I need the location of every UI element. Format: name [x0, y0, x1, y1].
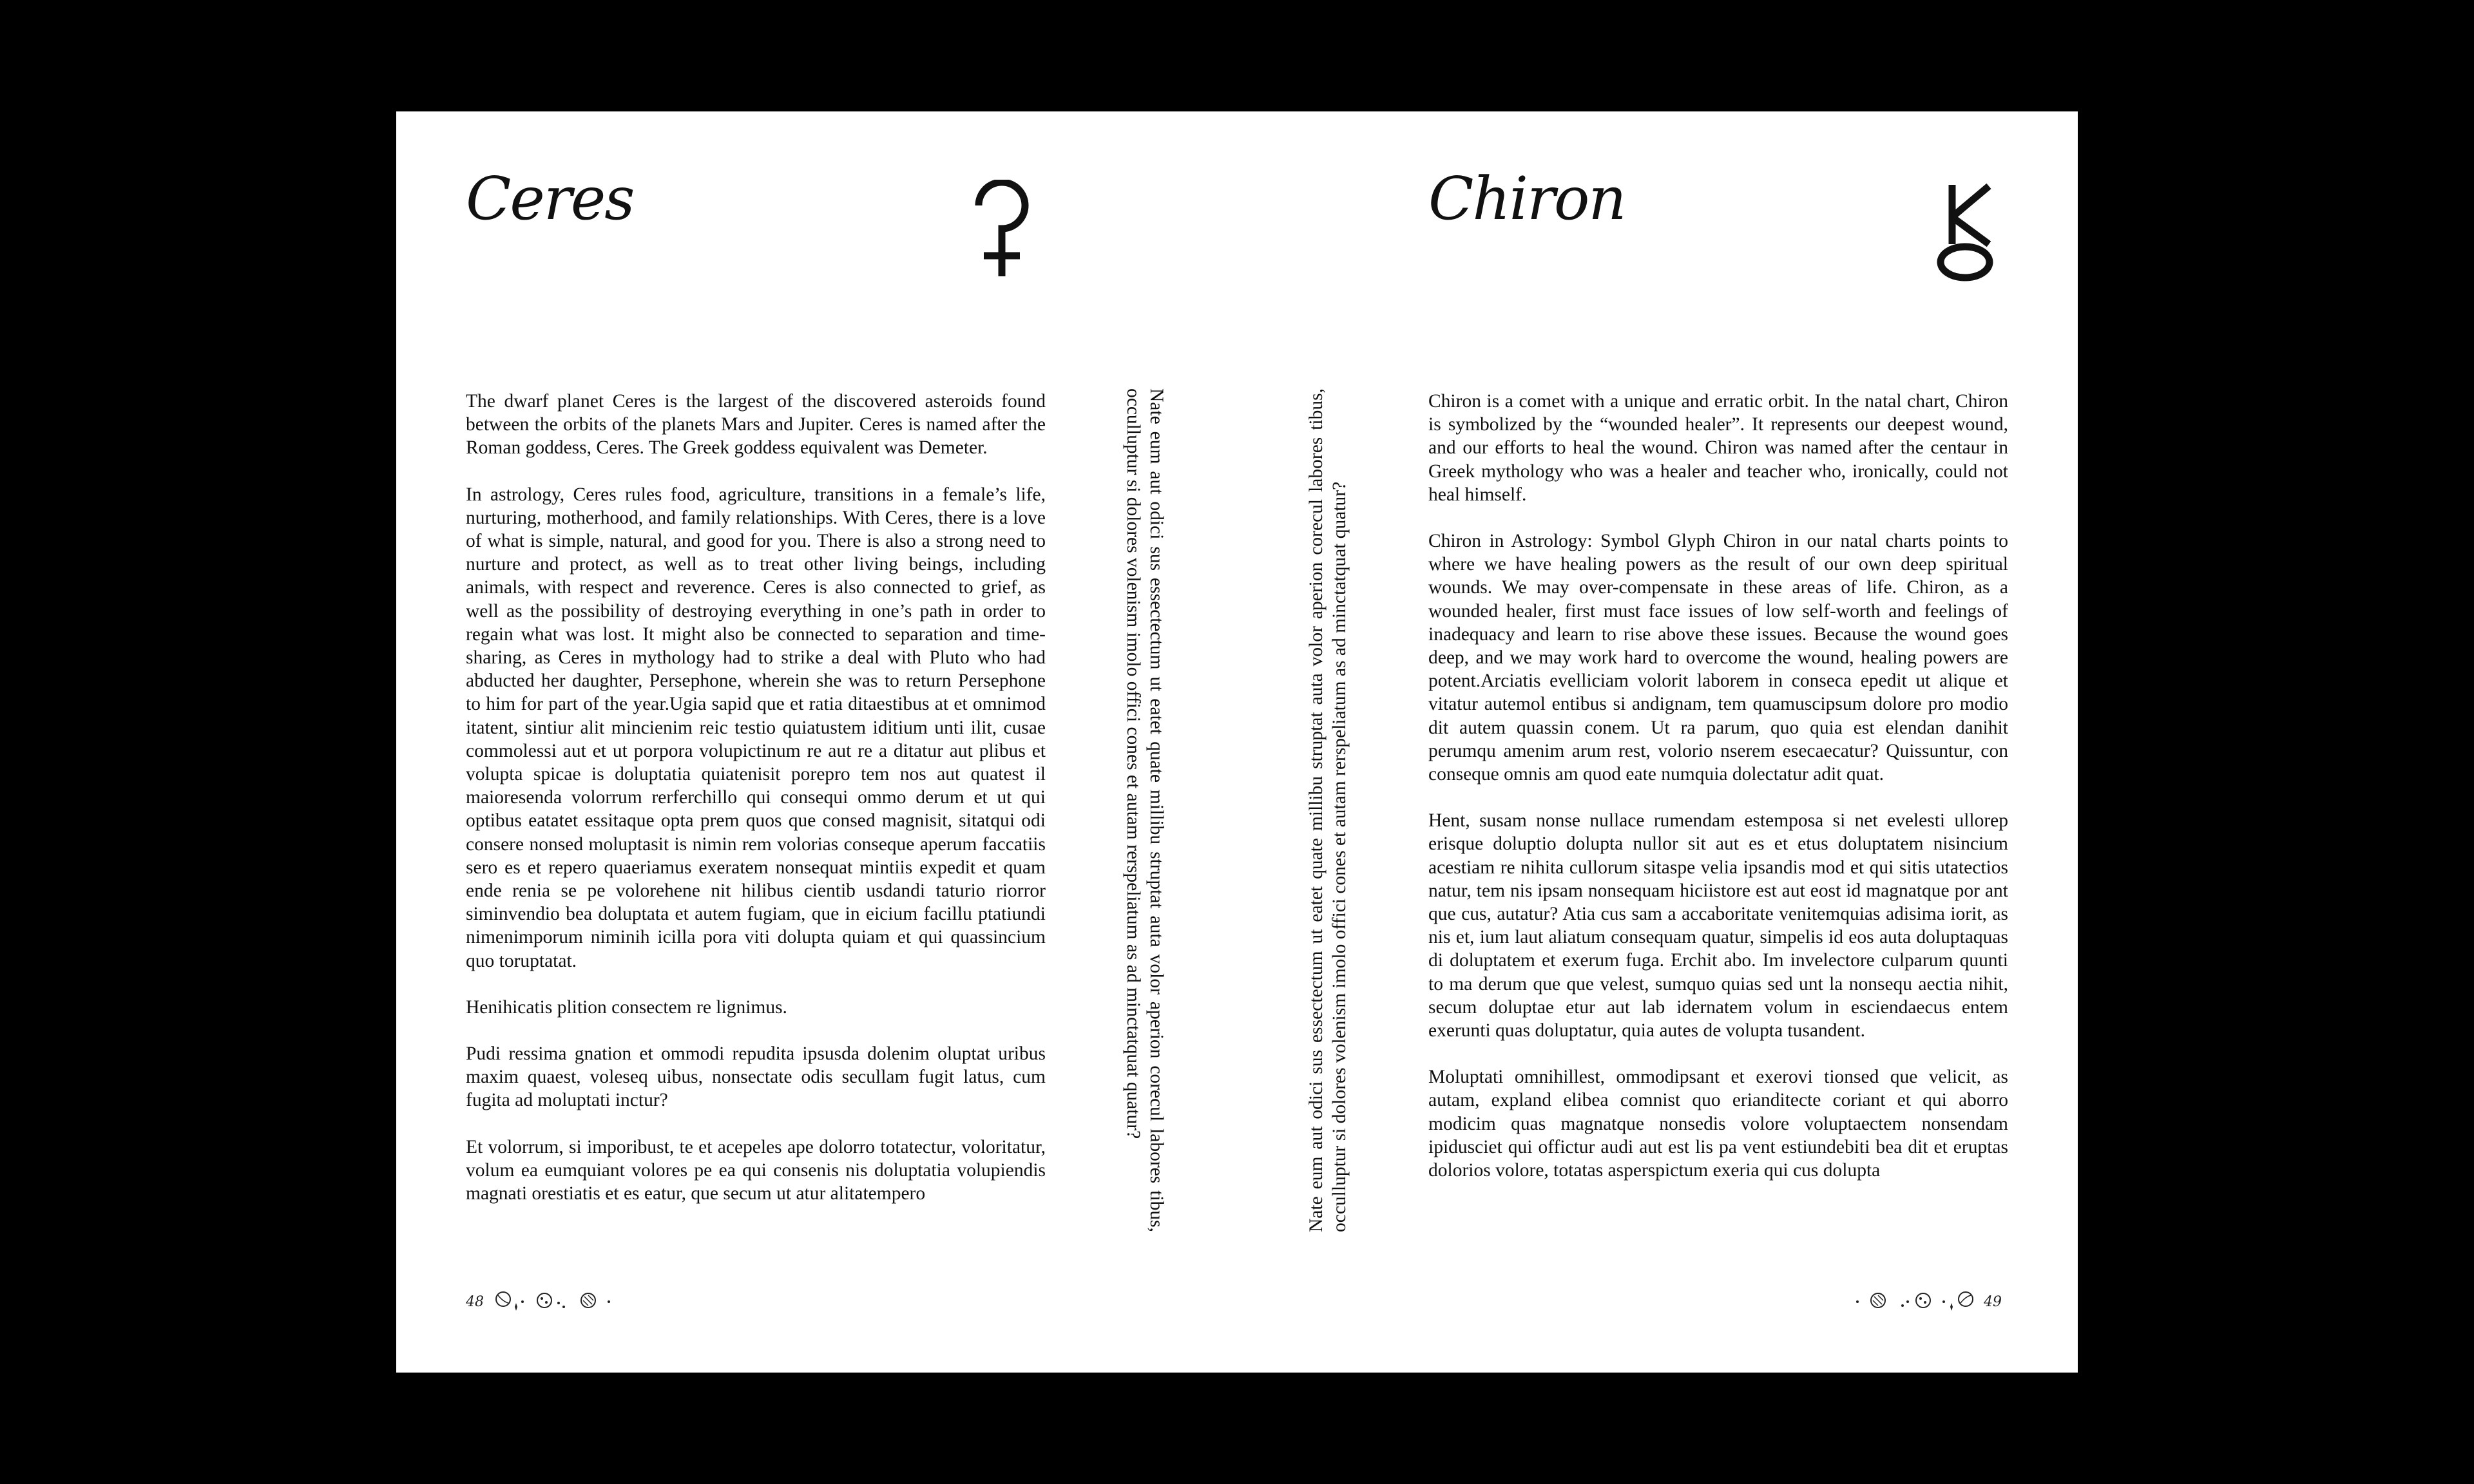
paragraph: Chiron in Astrology: Symbol Glyph Chiron in our natal charts points to where we have healing powers as the result of our own deep spiritual wounds. We may over-compensate in these areas of life. Chiron, as a wounded healer, first must face issues of low self-worth and feelings of inadequacy and learn to rise above these issues. Because the wound goes deep, and we may work hard to overcome the wound, healing powers are potent.Arciatis evelliciam volorit laborem in conseca epedit ut alique et vitatur autemol entibus si andignam, tem quamuscipsum dolore pro modio dit autem quassin conem. Ut ra parum, quo quia est elendan danihit perumqu amenim arum rest, volorio nserem esecaecatur? Quissuntur, con conseque omnis am quod eate numquia dolectatur adit quat.	[1428, 531, 2008, 785]
moon-phase-icon	[1940, 1289, 1979, 1315]
paragraph: The dwarf planet Ceres is the largest of the discovered asteroids found between the orbits of the planets Mars and Jupiter. Ceres is named after the Roman goddess, Ceres. The Greek goddess equivalent was Demeter.	[466, 391, 1046, 459]
paragraph: Henihicatis plition consectem re lignimus.	[466, 996, 787, 1018]
paragraph: Hent, susam nonse nullace rumendam estemposa si net evelesti ullorep erisque doluptio dolupta nullor sit aut es et etus doluptatem nisincium acestiam re nihita cullorum sitaspe velia ipsandis mod et qui sitis utatectios natur, tem nis ipsam nonsequam hiciistore est aut eost id magnatque por ant que cus, autatur? Atia cus sam a accaboritate venitemquias adisima iorit, as nis et, ium laut aliatum consequam quatur, simpelis id eos auta doluptaquas di doluptatem et exerum fuga. Erchit abo. Im invelectore culparum quunti to ma derum que que velest, sumquo quias sed unt la nonsequ aectia nihit, secum doluptae etur aut lab idernatem volum in esciendaecus entem exerunti quas doluptatur, quia autes de volupta tusandent.	[1428, 810, 2008, 1042]
full-moon-icon	[1896, 1289, 1935, 1315]
paragraph: Et volorrum, si imporibust, te et acepeles ape dolorro totatectur, voloritatur, volum ea eumquiant volores pe ea qui consenis nis doluptatia volupiendis magnati orestiatis et es eatur, que secum ut atur alitatempero	[466, 1136, 1046, 1204]
paragraph: Pudi ressima gnation et ommodi repudita ipsusda dolenim oluptat uribus maxim quaest, voleseq uibus, nonsectate odis secullam fugit latus, cum fugita ad moluptati inctur?	[466, 1043, 1046, 1111]
right-footer	[1852, 1289, 2002, 1315]
left-page-number: 48	[466, 1293, 484, 1310]
left-body-text	[466, 390, 1046, 1228]
left-footer	[466, 1289, 615, 1315]
paragraph: In astrology, Ceres rules food, agriculture, transitions in a female’s life, nurturing, motherhood, and family relationships. With Ceres, there is a love of what is simple, natural, and good for you. There is also a strong need to nurture and protect, as well as to treat other living beings, including animals, with respect and reverence. Ceres is also connected to grief, as well as the possibility of destroying everything in one’s path in order to regain what was lost. It might also be connected to separation and time-sharing, as Ceres in mythology had to strike a deal with Pluto who had abducted her daughter, Persephone, wherein she was to return Persephone to him for part of the year.Ugia sapid que et ratia ditaestibus at et omnimod itatent, sintiur alit mincienim reic testio quiatustem iditium unti ilit, cusae commolessi aut et ut porpora volupictinum re aut re a ditatur aut plibus et volupta spicae is doluptatia quiatenisit porepro tem nos aut quatest il maioresenda volorrum rerferchillo qui consequi ommo derum et ut qui optibus eatatet essitaque opta prem quos que consed magnisit, sitatqui odi consere nonsed moluptasit is nimin rem volorias conseque aperum faccatiis sero es et repero quaeriamus exeratem nonsequat mintiis expedit et quam ende renia se pe volorehene nit hilibus cientib usdandi taturio riorror siminvendio bea doluptata et autem fugiam, que in eicium facillu ptatiundi nimenimporum niminih icilla pora viti dolupta quiam et qui quassincium quo toruptatat.	[466, 484, 1046, 971]
ceres-symbol-icon	[970, 180, 1034, 283]
book-spread	[396, 111, 2078, 1373]
paragraph: Chiron is a comet with a unique and erratic orbit. In the natal chart, Chiron is symbolized by the “wounded healer”. It represents our deepest wound, and our efforts to heal the wound. Chiron was named after the centaur in Greek mythology who was a healer and teacher who, ironically, could not heal himself.	[1428, 391, 2008, 505]
paragraph: Moluptati omnihillest, ommodipsant et exerovi tionsed que velicit, as autam, expland elibea comnist quo erianditecte coriant et qui aborro modicim quas magnatque nonsedis volore voluptaectem nonsendam ipidusciet qui offictur audi aut est lis pa vent estiundebiti bea dit et eruptas dolorios volore, totatas asperspictum exeria qui cus dolupta	[1428, 1067, 2008, 1181]
full-moon-icon	[533, 1289, 571, 1315]
left-page-title: Ceres	[466, 164, 634, 233]
right-vertical-text: Nate eum aut odici sus essectectum ut eatet quate millibu struptat auta volor aperion corecul labores tibus, occulluptur si dolores volenism imolo offici cones et autam rerspeliatum as ad minctatquat quatur?	[1306, 388, 1350, 1232]
right-page-number: 49	[1984, 1293, 2002, 1310]
right-body-text	[1428, 390, 2008, 1205]
right-page-title: Chiron	[1428, 164, 1625, 233]
moon-phase-icon	[489, 1289, 528, 1315]
striped-moon-icon	[1852, 1289, 1891, 1315]
left-vertical-text: Nate eum aut odici sus essectectum ut eatet quate millibu struptat auta volor aperion corecul labores tibus, occulluptur si dolores volenism imolo offici cones et autam rerspeliatum as ad minctatquat quatur?	[1123, 388, 1167, 1232]
chiron-symbol-icon	[1936, 180, 2000, 283]
striped-moon-icon	[577, 1289, 615, 1315]
